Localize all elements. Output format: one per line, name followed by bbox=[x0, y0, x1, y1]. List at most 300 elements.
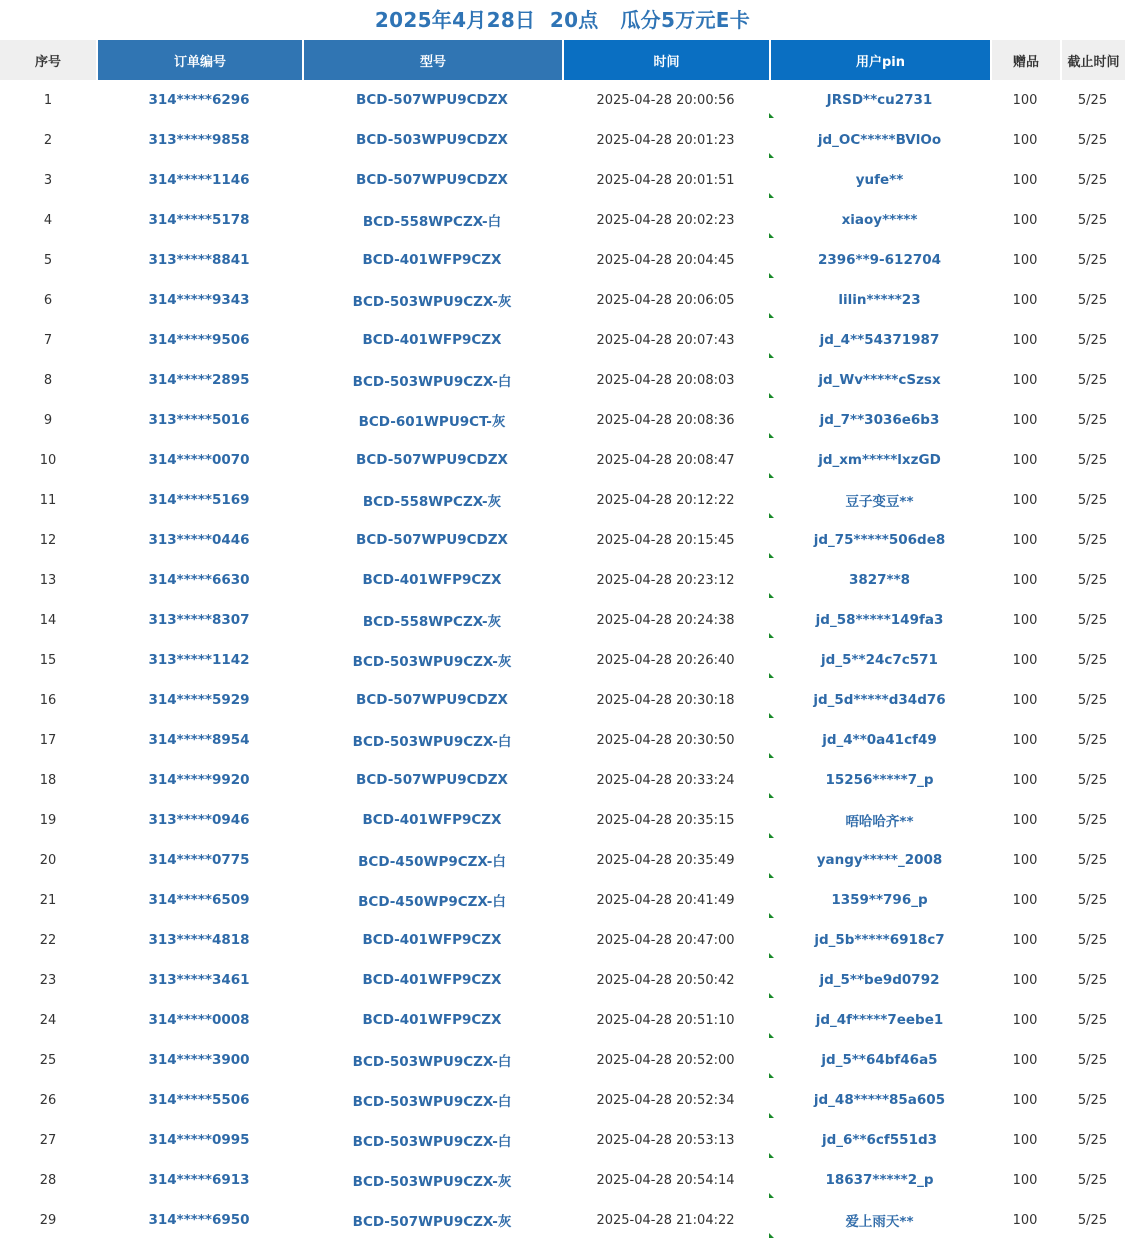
table-row bbox=[0, 520, 1125, 560]
table-row bbox=[0, 960, 1125, 1000]
cell-user-pin bbox=[769, 120, 990, 160]
cell-order-number: 314*****6509 bbox=[148, 892, 250, 908]
cell-user-pin bbox=[769, 160, 990, 200]
cell-user-pin bbox=[769, 680, 990, 720]
cell-model: BCD-450WP9CZX-白 bbox=[358, 894, 506, 910]
cell-seq: 20 bbox=[39, 852, 57, 868]
cell-gift: 100 bbox=[1012, 812, 1038, 828]
cell-user-pin bbox=[769, 520, 990, 560]
cell-time: 2025-04-28 20:35:49 bbox=[596, 852, 735, 868]
cell-seq: 7 bbox=[43, 332, 53, 348]
cell-time: 2025-04-28 20:08:03 bbox=[596, 372, 735, 388]
cell-seq: 24 bbox=[39, 1012, 57, 1028]
cell-deadline: 5/25 bbox=[1077, 1212, 1108, 1228]
cell-seq: 18 bbox=[39, 772, 57, 788]
cell-gift: 100 bbox=[1012, 852, 1038, 868]
user-pin-text: yufe** bbox=[855, 172, 904, 188]
cell-user-pin bbox=[769, 560, 990, 600]
cell-user-pin bbox=[769, 1120, 990, 1160]
cell-time: 2025-04-28 20:52:34 bbox=[596, 1092, 735, 1108]
cell-corner-marker bbox=[769, 233, 774, 238]
cell-user-pin bbox=[769, 1000, 990, 1040]
cell-user-pin bbox=[769, 1200, 990, 1240]
cell-order-number: 314*****9506 bbox=[148, 332, 250, 348]
cell-corner-marker bbox=[769, 633, 774, 638]
cell-order-number: 314*****5506 bbox=[148, 1092, 250, 1108]
cell-time: 2025-04-28 20:53:13 bbox=[596, 1132, 735, 1148]
user-pin-text: jd_4**0a41cf49 bbox=[822, 732, 937, 748]
cell-model: BCD-401WFP9CZX bbox=[362, 332, 502, 348]
cell-deadline: 5/25 bbox=[1077, 1172, 1108, 1188]
cell-gift: 100 bbox=[1012, 1132, 1038, 1148]
cell-order-number: 314*****2895 bbox=[148, 372, 250, 388]
cell-seq: 27 bbox=[39, 1132, 57, 1148]
cell-time: 2025-04-28 20:06:05 bbox=[596, 292, 735, 308]
cell-model: BCD-401WFP9CZX bbox=[362, 812, 502, 828]
cell-deadline: 5/25 bbox=[1077, 812, 1108, 828]
cell-gift: 100 bbox=[1012, 612, 1038, 628]
cell-corner-marker bbox=[769, 1153, 774, 1158]
cell-deadline: 5/25 bbox=[1077, 412, 1108, 428]
table-row bbox=[0, 880, 1125, 920]
cell-time: 2025-04-28 20:01:51 bbox=[596, 172, 735, 188]
cell-corner-marker bbox=[769, 433, 774, 438]
cell-time: 2025-04-28 20:07:43 bbox=[596, 332, 735, 348]
table-row bbox=[0, 680, 1125, 720]
user-pin-text: jd_7**3036e6b3 bbox=[819, 412, 940, 428]
cell-gift: 100 bbox=[1012, 172, 1038, 188]
cell-order-number: 314*****8954 bbox=[148, 732, 250, 748]
table-row bbox=[0, 920, 1125, 960]
cell-corner-marker bbox=[769, 753, 774, 758]
cell-seq: 14 bbox=[39, 612, 57, 628]
cell-order-number: 313*****0446 bbox=[148, 532, 250, 548]
cell-time: 2025-04-28 20:41:49 bbox=[596, 892, 735, 908]
cell-user-pin bbox=[769, 840, 990, 880]
user-pin-text: jd_48*****85a605 bbox=[813, 1092, 946, 1108]
header-time: 时间 bbox=[562, 40, 769, 80]
table-row bbox=[0, 400, 1125, 440]
cell-corner-marker bbox=[769, 393, 774, 398]
cell-order-number: 314*****9343 bbox=[148, 292, 250, 308]
user-pin-text: lilin*****23 bbox=[838, 292, 921, 308]
user-pin-text: 豆子变豆** bbox=[845, 494, 914, 510]
cell-seq: 21 bbox=[39, 892, 57, 908]
cell-deadline: 5/25 bbox=[1077, 252, 1108, 268]
cell-deadline: 5/25 bbox=[1077, 92, 1108, 108]
cell-deadline: 5/25 bbox=[1077, 172, 1108, 188]
cell-model: BCD-558WPCZX-灰 bbox=[362, 614, 502, 630]
cell-corner-marker bbox=[769, 313, 774, 318]
cell-user-pin bbox=[769, 200, 990, 240]
table-row bbox=[0, 640, 1125, 680]
table-row bbox=[0, 760, 1125, 800]
user-pin-text: jd_5**24c7c571 bbox=[821, 652, 938, 668]
cell-order-number: 313*****3461 bbox=[148, 972, 250, 988]
header-gift: 赠品 bbox=[990, 40, 1060, 80]
user-pin-text: jd_5b*****6918c7 bbox=[814, 932, 945, 948]
cell-seq: 26 bbox=[39, 1092, 57, 1108]
cell-model: BCD-507WPU9CDZX bbox=[356, 532, 508, 548]
cell-seq: 13 bbox=[39, 572, 57, 588]
cell-time: 2025-04-28 20:00:56 bbox=[596, 92, 735, 108]
cell-model: BCD-507WPU9CDZX bbox=[356, 452, 508, 468]
cell-user-pin bbox=[769, 760, 990, 800]
cell-model: BCD-450WP9CZX-白 bbox=[358, 854, 506, 870]
cell-user-pin bbox=[769, 960, 990, 1000]
cell-corner-marker bbox=[769, 1073, 774, 1078]
cell-gift: 100 bbox=[1012, 92, 1038, 108]
user-pin-text: jd_58*****149fa3 bbox=[815, 612, 944, 628]
table-row bbox=[0, 1080, 1125, 1120]
cell-seq: 22 bbox=[39, 932, 57, 948]
cell-user-pin bbox=[769, 240, 990, 280]
cell-model: BCD-558WPCZX-灰 bbox=[362, 494, 502, 510]
cell-user-pin bbox=[769, 920, 990, 960]
cell-order-number: 314*****6913 bbox=[148, 1172, 250, 1188]
cell-gift: 100 bbox=[1012, 212, 1038, 228]
cell-model: BCD-503WPU9CZX-白 bbox=[352, 374, 512, 390]
cell-corner-marker bbox=[769, 673, 774, 678]
cell-model: BCD-401WFP9CZX bbox=[362, 972, 502, 988]
user-pin-text: jd_75*****506de8 bbox=[813, 532, 946, 548]
cell-deadline: 5/25 bbox=[1077, 652, 1108, 668]
cell-order-number: 314*****6950 bbox=[148, 1212, 250, 1228]
cell-order-number: 313*****5016 bbox=[148, 412, 250, 428]
cell-corner-marker bbox=[769, 913, 774, 918]
cell-order-number: 314*****6296 bbox=[148, 92, 250, 108]
cell-user-pin bbox=[769, 1160, 990, 1200]
cell-model: BCD-401WFP9CZX bbox=[362, 572, 502, 588]
cell-model: BCD-507WPU9CDZX bbox=[356, 172, 508, 188]
cell-model: BCD-601WPU9CT-灰 bbox=[358, 414, 506, 430]
cell-model: BCD-503WPU9CZX-白 bbox=[352, 1054, 512, 1070]
cell-user-pin bbox=[769, 600, 990, 640]
table-row bbox=[0, 1200, 1125, 1240]
cell-corner-marker bbox=[769, 513, 774, 518]
cell-user-pin bbox=[769, 280, 990, 320]
cell-model: BCD-503WPU9CDZX bbox=[356, 132, 508, 148]
cell-time: 2025-04-28 20:30:18 bbox=[596, 692, 735, 708]
user-pin-text: jd_6**6cf551d3 bbox=[821, 1132, 938, 1148]
cell-deadline: 5/25 bbox=[1077, 532, 1108, 548]
cell-time: 2025-04-28 20:08:47 bbox=[596, 452, 735, 468]
cell-order-number: 314*****9920 bbox=[148, 772, 250, 788]
cell-deadline: 5/25 bbox=[1077, 732, 1108, 748]
cell-deadline: 5/25 bbox=[1077, 132, 1108, 148]
cell-gift: 100 bbox=[1012, 532, 1038, 548]
cell-corner-marker bbox=[769, 1113, 774, 1118]
header-seq: 序号 bbox=[0, 40, 96, 80]
cell-time: 2025-04-28 20:04:45 bbox=[596, 252, 735, 268]
table-row bbox=[0, 720, 1125, 760]
user-pin-text: jd_5**be9d0792 bbox=[819, 972, 940, 988]
cell-seq: 10 bbox=[39, 452, 57, 468]
cell-user-pin bbox=[769, 1080, 990, 1120]
cell-gift: 100 bbox=[1012, 452, 1038, 468]
cell-user-pin bbox=[769, 400, 990, 440]
cell-gift: 100 bbox=[1012, 412, 1038, 428]
cell-deadline: 5/25 bbox=[1077, 692, 1108, 708]
table-row bbox=[0, 1000, 1125, 1040]
cell-seq: 25 bbox=[39, 1052, 57, 1068]
cell-time: 2025-04-28 20:35:15 bbox=[596, 812, 735, 828]
cell-model: BCD-401WFP9CZX bbox=[362, 1012, 502, 1028]
cell-gift: 100 bbox=[1012, 572, 1038, 588]
cell-time: 2025-04-28 20:12:22 bbox=[596, 492, 735, 508]
cell-gift: 100 bbox=[1012, 932, 1038, 948]
cell-time: 2025-04-28 20:33:24 bbox=[596, 772, 735, 788]
user-pin-text: jd_OC*****BVlOo bbox=[817, 132, 942, 148]
cell-seq: 3 bbox=[43, 172, 53, 188]
cell-seq: 23 bbox=[39, 972, 57, 988]
cell-time: 2025-04-28 20:01:23 bbox=[596, 132, 735, 148]
cell-order-number: 313*****8841 bbox=[148, 252, 250, 268]
table-row bbox=[0, 1160, 1125, 1200]
cell-time: 2025-04-28 20:24:38 bbox=[596, 612, 735, 628]
cell-gift: 100 bbox=[1012, 972, 1038, 988]
table-row bbox=[0, 800, 1125, 840]
cell-seq: 2 bbox=[43, 132, 53, 148]
cell-user-pin bbox=[769, 80, 990, 120]
table-row bbox=[0, 320, 1125, 360]
cell-time: 2025-04-28 20:08:36 bbox=[596, 412, 735, 428]
user-pin-text: 3827**8 bbox=[848, 572, 911, 588]
cell-order-number: 314*****0775 bbox=[148, 852, 250, 868]
page-title: 2025年4月28日 20点 瓜分5万元E卡 bbox=[374, 8, 751, 32]
cell-model: BCD-401WFP9CZX bbox=[362, 252, 502, 268]
user-pin-text: JRSD**cu2731 bbox=[826, 92, 933, 108]
table-row bbox=[0, 480, 1125, 520]
cell-deadline: 5/25 bbox=[1077, 452, 1108, 468]
cell-order-number: 314*****6630 bbox=[148, 572, 250, 588]
cell-corner-marker bbox=[769, 473, 774, 478]
cell-deadline: 5/25 bbox=[1077, 1052, 1108, 1068]
cell-seq: 4 bbox=[43, 212, 53, 228]
user-pin-text: 爱上雨天** bbox=[845, 1214, 914, 1230]
cell-time: 2025-04-28 20:15:45 bbox=[596, 532, 735, 548]
cell-deadline: 5/25 bbox=[1077, 972, 1108, 988]
user-pin-text: jd_4f*****7eebe1 bbox=[815, 1012, 944, 1028]
cell-deadline: 5/25 bbox=[1077, 892, 1108, 908]
cell-model: BCD-503WPU9CZX-灰 bbox=[352, 1174, 512, 1190]
cell-time: 2025-04-28 21:04:22 bbox=[596, 1212, 735, 1228]
cell-seq: 28 bbox=[39, 1172, 57, 1188]
cell-corner-marker bbox=[769, 873, 774, 878]
cell-order-number: 313*****9858 bbox=[148, 132, 250, 148]
user-pin-text: jd_Wv*****cSzsx bbox=[818, 372, 941, 388]
cell-seq: 9 bbox=[43, 412, 53, 428]
cell-order-number: 313*****4818 bbox=[148, 932, 250, 948]
cell-gift: 100 bbox=[1012, 1092, 1038, 1108]
cell-seq: 5 bbox=[43, 252, 53, 268]
cell-time: 2025-04-28 20:51:10 bbox=[596, 1012, 735, 1028]
table-row bbox=[0, 120, 1125, 160]
cell-seq: 6 bbox=[43, 292, 53, 308]
cell-user-pin bbox=[769, 440, 990, 480]
cell-user-pin bbox=[769, 880, 990, 920]
cell-seq: 12 bbox=[39, 532, 57, 548]
cell-corner-marker bbox=[769, 713, 774, 718]
cell-seq: 8 bbox=[43, 372, 53, 388]
cell-corner-marker bbox=[769, 553, 774, 558]
cell-time: 2025-04-28 20:52:00 bbox=[596, 1052, 735, 1068]
cell-corner-marker bbox=[769, 953, 774, 958]
user-pin-text: jd_5d*****d34d76 bbox=[813, 692, 946, 708]
cell-user-pin bbox=[769, 480, 990, 520]
cell-gift: 100 bbox=[1012, 252, 1038, 268]
cell-gift: 100 bbox=[1012, 372, 1038, 388]
cell-seq: 17 bbox=[39, 732, 57, 748]
cell-seq: 1 bbox=[43, 92, 53, 108]
cell-corner-marker bbox=[769, 193, 774, 198]
table-row bbox=[0, 160, 1125, 200]
table-row bbox=[0, 440, 1125, 480]
cell-deadline: 5/25 bbox=[1077, 332, 1108, 348]
user-pin-text: yangy*****_2008 bbox=[816, 852, 943, 868]
user-pin-text: jd_5**64bf46a5 bbox=[821, 1052, 938, 1068]
orders-table bbox=[0, 40, 1125, 1240]
cell-deadline: 5/25 bbox=[1077, 292, 1108, 308]
cell-corner-marker bbox=[769, 1033, 774, 1038]
cell-seq: 11 bbox=[39, 492, 57, 508]
table-header-row bbox=[0, 40, 1125, 80]
cell-gift: 100 bbox=[1012, 492, 1038, 508]
cell-user-pin bbox=[769, 720, 990, 760]
cell-corner-marker bbox=[769, 1233, 774, 1238]
cell-model: BCD-503WPU9CZX-灰 bbox=[352, 294, 512, 310]
cell-gift: 100 bbox=[1012, 1052, 1038, 1068]
user-pin-text: 2396**9-612704 bbox=[817, 252, 942, 268]
cell-order-number: 314*****1146 bbox=[148, 172, 250, 188]
header-model: 型号 bbox=[302, 40, 562, 80]
table-row bbox=[0, 360, 1125, 400]
table-row bbox=[0, 1120, 1125, 1160]
table-row bbox=[0, 200, 1125, 240]
cell-user-pin bbox=[769, 360, 990, 400]
cell-time: 2025-04-28 20:30:50 bbox=[596, 732, 735, 748]
cell-gift: 100 bbox=[1012, 772, 1038, 788]
cell-gift: 100 bbox=[1012, 332, 1038, 348]
user-pin-text: 18637*****2_p bbox=[825, 1172, 934, 1188]
cell-time: 2025-04-28 20:54:14 bbox=[596, 1172, 735, 1188]
cell-gift: 100 bbox=[1012, 1172, 1038, 1188]
cell-gift: 100 bbox=[1012, 692, 1038, 708]
cell-deadline: 5/25 bbox=[1077, 372, 1108, 388]
table-row bbox=[0, 280, 1125, 320]
cell-model: BCD-558WPCZX-白 bbox=[362, 214, 502, 230]
cell-deadline: 5/25 bbox=[1077, 1012, 1108, 1028]
table-row bbox=[0, 600, 1125, 640]
cell-corner-marker bbox=[769, 833, 774, 838]
user-pin-text: xiaoy***** bbox=[841, 212, 918, 228]
cell-model: BCD-503WPU9CZX-白 bbox=[352, 1094, 512, 1110]
cell-order-number: 313*****0946 bbox=[148, 812, 250, 828]
cell-order-number: 314*****0070 bbox=[148, 452, 250, 468]
cell-corner-marker bbox=[769, 353, 774, 358]
cell-model: BCD-507WPU9CZX-灰 bbox=[352, 1214, 512, 1230]
cell-corner-marker bbox=[769, 1193, 774, 1198]
cell-corner-marker bbox=[769, 113, 774, 118]
cell-corner-marker bbox=[769, 153, 774, 158]
cell-gift: 100 bbox=[1012, 652, 1038, 668]
cell-deadline: 5/25 bbox=[1077, 932, 1108, 948]
header-deadline: 截止时间 bbox=[1060, 40, 1125, 80]
cell-user-pin bbox=[769, 320, 990, 360]
cell-model: BCD-503WPU9CZX-白 bbox=[352, 1134, 512, 1150]
user-pin-text: jd_xm*****lxzGD bbox=[818, 452, 941, 468]
user-pin-text: 1359**796_p bbox=[831, 892, 928, 908]
cell-model: BCD-507WPU9CDZX bbox=[356, 772, 508, 788]
cell-seq: 19 bbox=[39, 812, 57, 828]
cell-seq: 15 bbox=[39, 652, 57, 668]
cell-corner-marker bbox=[769, 273, 774, 278]
cell-user-pin bbox=[769, 640, 990, 680]
table-row bbox=[0, 240, 1125, 280]
table-row bbox=[0, 80, 1125, 120]
cell-corner-marker bbox=[769, 593, 774, 598]
user-pin-text: 唔哈哈齐** bbox=[845, 814, 914, 830]
cell-user-pin bbox=[769, 800, 990, 840]
table-row bbox=[0, 840, 1125, 880]
cell-deadline: 5/25 bbox=[1077, 1132, 1108, 1148]
cell-order-number: 313*****1142 bbox=[148, 652, 250, 668]
cell-gift: 100 bbox=[1012, 892, 1038, 908]
cell-order-number: 313*****8307 bbox=[148, 612, 250, 628]
cell-order-number: 314*****0995 bbox=[148, 1132, 250, 1148]
cell-deadline: 5/25 bbox=[1077, 852, 1108, 868]
cell-deadline: 5/25 bbox=[1077, 612, 1108, 628]
table-row bbox=[0, 1040, 1125, 1080]
header-pin: 用户pin bbox=[769, 40, 990, 80]
cell-model: BCD-503WPU9CZX-灰 bbox=[352, 654, 512, 670]
table-row bbox=[0, 560, 1125, 600]
header-order: 订单编号 bbox=[96, 40, 302, 80]
cell-time: 2025-04-28 20:47:00 bbox=[596, 932, 735, 948]
cell-deadline: 5/25 bbox=[1077, 212, 1108, 228]
cell-corner-marker bbox=[769, 993, 774, 998]
cell-gift: 100 bbox=[1012, 732, 1038, 748]
cell-time: 2025-04-28 20:23:12 bbox=[596, 572, 735, 588]
cell-model: BCD-507WPU9CDZX bbox=[356, 92, 508, 108]
cell-model: BCD-503WPU9CZX-白 bbox=[352, 734, 512, 750]
cell-gift: 100 bbox=[1012, 132, 1038, 148]
cell-order-number: 314*****3900 bbox=[148, 1052, 250, 1068]
cell-deadline: 5/25 bbox=[1077, 1092, 1108, 1108]
cell-time: 2025-04-28 20:26:40 bbox=[596, 652, 735, 668]
cell-seq: 16 bbox=[39, 692, 57, 708]
cell-deadline: 5/25 bbox=[1077, 772, 1108, 788]
user-pin-text: 15256*****7_p bbox=[825, 772, 934, 788]
cell-order-number: 314*****0008 bbox=[148, 1012, 250, 1028]
cell-order-number: 314*****5169 bbox=[148, 492, 250, 508]
cell-gift: 100 bbox=[1012, 1212, 1038, 1228]
cell-deadline: 5/25 bbox=[1077, 572, 1108, 588]
cell-order-number: 314*****5178 bbox=[148, 212, 250, 228]
cell-corner-marker bbox=[769, 793, 774, 798]
cell-order-number: 314*****5929 bbox=[148, 692, 250, 708]
cell-time: 2025-04-28 20:02:23 bbox=[596, 212, 735, 228]
cell-user-pin bbox=[769, 1040, 990, 1080]
cell-deadline: 5/25 bbox=[1077, 492, 1108, 508]
user-pin-text: jd_4**54371987 bbox=[819, 332, 940, 348]
cell-model: BCD-401WFP9CZX bbox=[362, 932, 502, 948]
cell-gift: 100 bbox=[1012, 292, 1038, 308]
cell-seq: 29 bbox=[39, 1212, 57, 1228]
cell-model: BCD-507WPU9CDZX bbox=[356, 692, 508, 708]
cell-gift: 100 bbox=[1012, 1012, 1038, 1028]
cell-time: 2025-04-28 20:50:42 bbox=[596, 972, 735, 988]
